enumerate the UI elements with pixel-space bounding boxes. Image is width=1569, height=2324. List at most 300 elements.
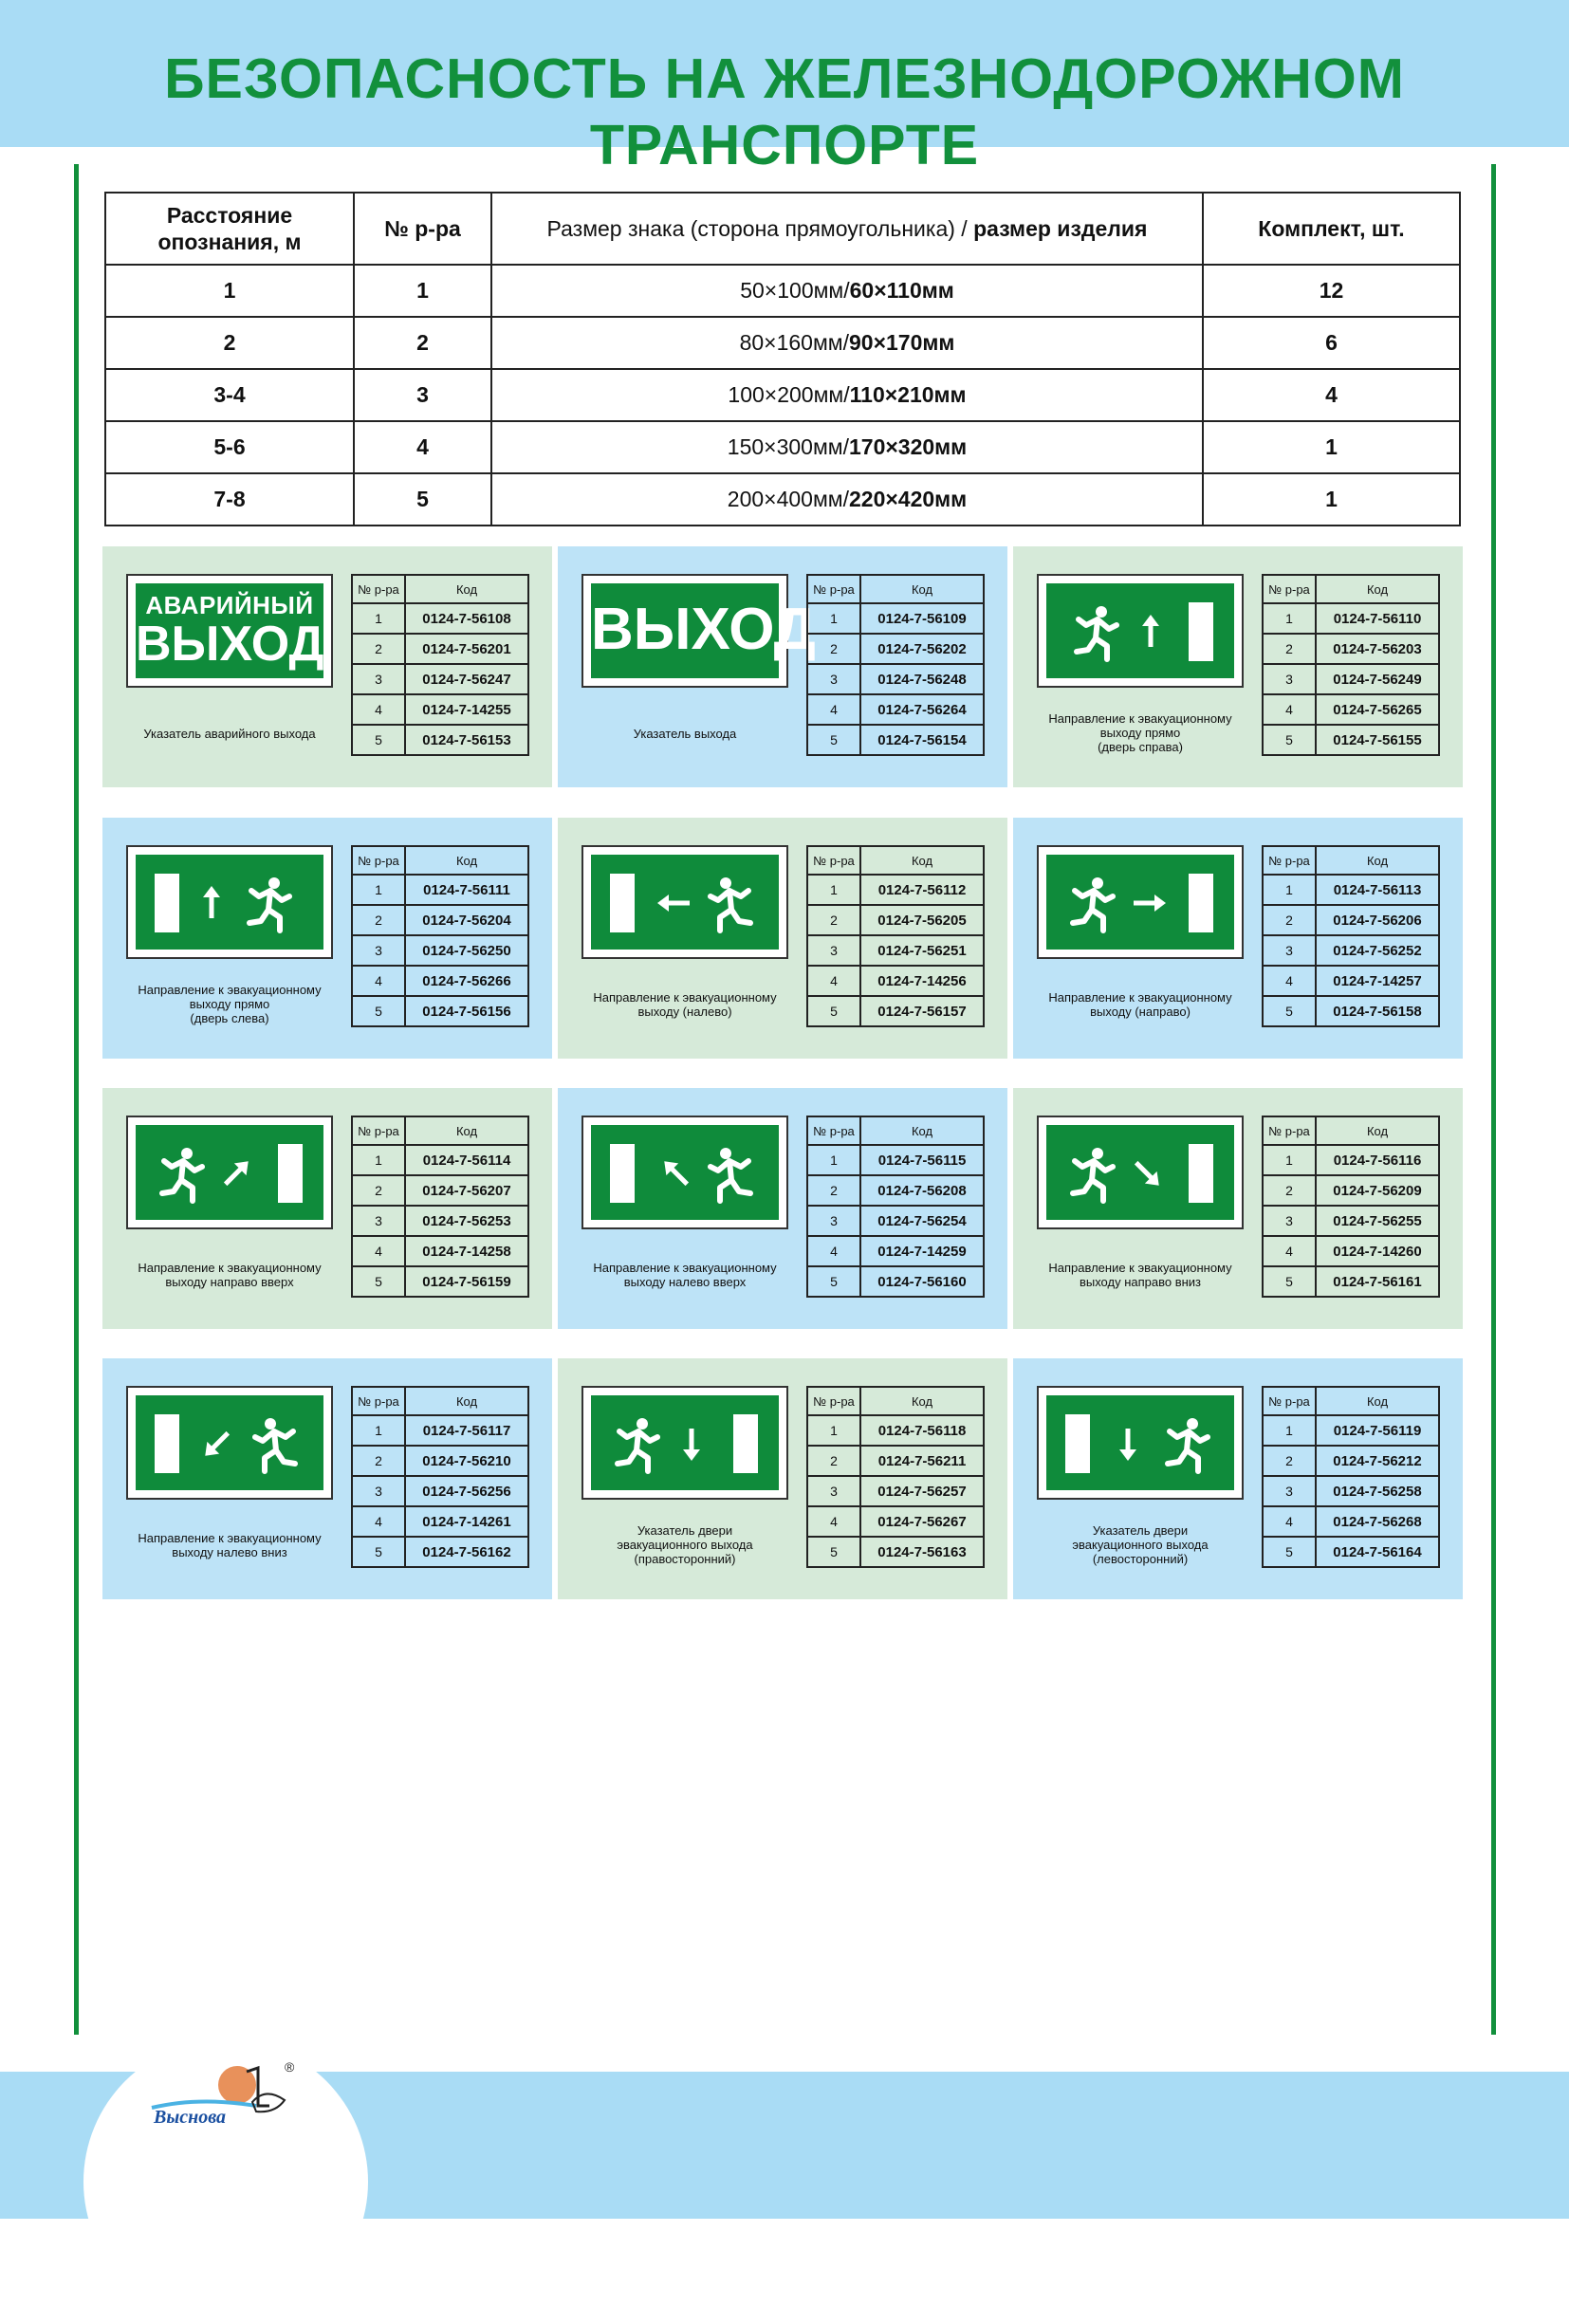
code-row — [1263, 966, 1439, 996]
set-cell: 4 — [1203, 369, 1460, 421]
sign-caption — [558, 1523, 812, 1566]
codes-header-num: № р-ра — [1263, 1116, 1316, 1145]
sizes-table-row — [105, 473, 1460, 526]
sizes-table-row — [105, 369, 1460, 421]
sign-text-line2: ВЫХОД — [136, 617, 324, 672]
code-size-no: 4 — [1263, 694, 1316, 725]
code-value: 0124-7-56265 — [1316, 694, 1439, 725]
code-size-no: 2 — [352, 1175, 405, 1206]
distance-cell: 1 — [105, 265, 354, 317]
sign-panel — [102, 546, 552, 787]
code-value: 0124-7-56117 — [405, 1415, 528, 1446]
evacuation-pictogram — [136, 1395, 323, 1490]
publisher-logo — [142, 2058, 304, 2134]
code-row — [352, 1236, 528, 1266]
code-row — [352, 664, 528, 694]
code-size-no: 3 — [1263, 1476, 1316, 1506]
code-value: 0124-7-56155 — [1316, 725, 1439, 755]
codes-header-code: Код — [1316, 1116, 1439, 1145]
codes-header-num: № р-ра — [807, 846, 860, 875]
sign-frame — [1037, 845, 1244, 959]
codes-header-num: № р-ра — [807, 1387, 860, 1415]
header-sign-size — [491, 193, 1203, 265]
code-row — [352, 1145, 528, 1175]
codes-table — [806, 845, 985, 1027]
sign-caption-line: (дверь слева) — [190, 1011, 269, 1025]
code-value: 0124-7-56255 — [1316, 1206, 1439, 1236]
code-row — [352, 1175, 528, 1206]
sizes-table-header — [105, 193, 1460, 265]
code-row — [1263, 1506, 1439, 1537]
exit-sign — [134, 1123, 325, 1222]
code-value: 0124-7-56252 — [1316, 935, 1439, 966]
exit-sign — [589, 1393, 781, 1492]
sizes-table-row — [105, 265, 1460, 317]
sign-text-line1: АВАРИЙНЫЙ — [145, 591, 314, 619]
sign-panel — [558, 1088, 1007, 1329]
code-row — [807, 966, 984, 996]
codes-header — [807, 575, 984, 603]
code-row — [807, 1236, 984, 1266]
sign-caption-line: Направление к эвакуационному — [138, 1531, 322, 1545]
code-row — [1263, 603, 1439, 634]
code-row — [352, 875, 528, 905]
code-value: 0124-7-56157 — [860, 996, 984, 1026]
sign-frame — [581, 574, 816, 688]
code-value: 0124-7-56204 — [405, 905, 528, 935]
codes-header — [352, 1387, 528, 1415]
evacuation-pictogram — [591, 1125, 779, 1220]
code-size-no: 2 — [352, 905, 405, 935]
sign-caption-line: выходу направо вниз — [1079, 1275, 1202, 1289]
code-value: 0124-7-56264 — [860, 694, 984, 725]
code-row — [352, 996, 528, 1026]
codes-header-code: Код — [405, 1387, 528, 1415]
code-value: 0124-7-56251 — [860, 935, 984, 966]
sign-panel — [1013, 546, 1463, 787]
codes-header-code: Код — [860, 1116, 984, 1145]
code-size-no: 1 — [807, 1415, 860, 1446]
sign-size-value: 80×160мм/ — [739, 330, 849, 355]
code-size-no: 5 — [807, 996, 860, 1026]
sizes-table-row — [105, 421, 1460, 473]
codes-header — [1263, 575, 1439, 603]
size-no-cell: 3 — [354, 369, 491, 421]
set-cell: 1 — [1203, 473, 1460, 526]
code-value: 0124-7-56201 — [405, 634, 528, 664]
code-size-no: 1 — [807, 875, 860, 905]
codes-table — [1262, 1386, 1440, 1568]
codes-table — [1262, 845, 1440, 1027]
code-size-no: 3 — [807, 1476, 860, 1506]
code-value: 0124-7-56268 — [1316, 1506, 1439, 1537]
distance-cell: 7-8 — [105, 473, 354, 526]
code-value: 0124-7-56113 — [1316, 875, 1439, 905]
code-row — [352, 1266, 528, 1297]
code-value: 0124-7-56253 — [405, 1206, 528, 1236]
code-row — [807, 1476, 984, 1506]
sign-panel — [558, 1358, 1007, 1599]
code-row — [807, 1415, 984, 1446]
code-value: 0124-7-56209 — [1316, 1175, 1439, 1206]
sign-caption — [1013, 711, 1267, 754]
codes-table — [806, 1116, 985, 1298]
code-row — [807, 725, 984, 755]
sign-caption-line: Направление к эвакуационному — [1048, 1261, 1232, 1275]
codes-header-num: № р-ра — [352, 1387, 405, 1415]
exit-sign — [1044, 853, 1236, 951]
code-value: 0124-7-56210 — [405, 1446, 528, 1476]
size-no-cell: 2 — [354, 317, 491, 369]
code-value: 0124-7-56154 — [860, 725, 984, 755]
evacuation-pictogram — [136, 1125, 323, 1220]
sign-caption — [102, 983, 357, 1025]
sign-caption-line: Направление к эвакуационному — [138, 1261, 322, 1275]
code-row — [352, 603, 528, 634]
sign-size-value: 50×100мм/ — [740, 278, 850, 303]
code-value: 0124-7-56256 — [405, 1476, 528, 1506]
code-row — [352, 1506, 528, 1537]
code-value: 0124-7-14259 — [860, 1236, 984, 1266]
code-size-no: 3 — [1263, 1206, 1316, 1236]
sign-caption — [1013, 1523, 1267, 1566]
code-size-no: 2 — [807, 1175, 860, 1206]
evacuation-pictogram — [591, 1395, 779, 1490]
codes-header-num: № р-ра — [807, 575, 860, 603]
code-row — [807, 1266, 984, 1297]
code-row — [1263, 1175, 1439, 1206]
sign-caption-line: Направление к эвакуационному — [138, 983, 322, 997]
code-size-no: 4 — [807, 966, 860, 996]
codes-table — [351, 845, 529, 1027]
code-value: 0124-7-56249 — [1316, 664, 1439, 694]
sign-caption-line: Направление к эвакуационному — [1048, 990, 1232, 1005]
sign-caption-line: Указатель аварийного выхода — [143, 727, 316, 741]
codes-table — [351, 1116, 529, 1298]
code-value: 0124-7-56153 — [405, 725, 528, 755]
code-value: 0124-7-56159 — [405, 1266, 528, 1297]
size-no-cell: 1 — [354, 265, 491, 317]
distance-cell: 3-4 — [105, 369, 354, 421]
code-size-no: 1 — [1263, 603, 1316, 634]
sizes-table — [104, 192, 1461, 526]
code-size-no: 5 — [352, 725, 405, 755]
sign-frame — [1037, 574, 1244, 688]
code-size-no: 2 — [1263, 1446, 1316, 1476]
code-size-no: 3 — [807, 664, 860, 694]
sizes-table-row — [105, 317, 1460, 369]
code-row — [1263, 1446, 1439, 1476]
sign-frame — [1037, 1386, 1244, 1500]
code-value: 0124-7-56111 — [405, 875, 528, 905]
sign-caption-line: Указатель двери — [1092, 1523, 1189, 1538]
code-value: 0124-7-56160 — [860, 1266, 984, 1297]
code-size-no: 2 — [1263, 634, 1316, 664]
code-size-no: 1 — [1263, 1415, 1316, 1446]
codes-header-code: Код — [1316, 846, 1439, 875]
code-row — [807, 935, 984, 966]
codes-table — [1262, 574, 1440, 756]
code-size-no: 2 — [1263, 1175, 1316, 1206]
sign-caption-line: Указатель выхода — [633, 727, 737, 741]
code-size-no: 3 — [807, 935, 860, 966]
code-size-no: 3 — [807, 1206, 860, 1236]
code-size-no: 1 — [352, 1145, 405, 1175]
code-value: 0124-7-56267 — [860, 1506, 984, 1537]
sign-caption-line: выходу налево вниз — [172, 1545, 287, 1559]
code-row — [807, 1537, 984, 1567]
code-value: 0124-7-56116 — [1316, 1145, 1439, 1175]
codes-header — [352, 575, 528, 603]
sign-panel — [102, 1088, 552, 1329]
code-size-no: 5 — [1263, 1537, 1316, 1567]
code-value: 0124-7-56118 — [860, 1415, 984, 1446]
sign-caption-line: выходу направо вверх — [165, 1275, 294, 1289]
sign-caption-line: выходу (налево) — [637, 1005, 732, 1019]
code-value: 0124-7-56115 — [860, 1145, 984, 1175]
codes-header — [1263, 1116, 1439, 1145]
sign-caption-line: (левосторонний) — [1092, 1552, 1189, 1566]
code-size-no: 2 — [352, 634, 405, 664]
code-row — [807, 664, 984, 694]
code-size-no: 4 — [352, 1506, 405, 1537]
sign-frame — [581, 1386, 788, 1500]
codes-header — [1263, 846, 1439, 875]
product-size-value: 60×110мм — [849, 278, 954, 303]
code-value: 0124-7-56212 — [1316, 1446, 1439, 1476]
code-size-no: 5 — [1263, 1266, 1316, 1297]
header-set: Комплект, шт. — [1203, 193, 1460, 265]
code-row — [1263, 634, 1439, 664]
exit-sign — [1044, 1393, 1236, 1492]
code-value: 0124-7-56156 — [405, 996, 528, 1026]
code-row — [352, 634, 528, 664]
codes-table — [806, 574, 985, 756]
code-row — [807, 634, 984, 664]
code-value: 0124-7-56211 — [860, 1446, 984, 1476]
code-size-no: 3 — [352, 1476, 405, 1506]
evacuation-pictogram — [1046, 1395, 1234, 1490]
code-size-no: 5 — [1263, 725, 1316, 755]
codes-table — [351, 574, 529, 756]
code-size-no: 5 — [1263, 996, 1316, 1026]
code-row — [352, 1446, 528, 1476]
code-size-no: 5 — [352, 996, 405, 1026]
sign-caption — [1013, 1261, 1267, 1289]
code-size-no: 5 — [807, 1537, 860, 1567]
product-size-value: 110×210мм — [849, 382, 967, 407]
code-value: 0124-7-14257 — [1316, 966, 1439, 996]
sign-caption — [558, 990, 812, 1019]
sign-caption-line: выходу прямо — [1099, 726, 1181, 740]
code-row — [352, 935, 528, 966]
code-size-no: 1 — [352, 875, 405, 905]
code-value: 0124-7-56203 — [1316, 634, 1439, 664]
code-value: 0124-7-14261 — [405, 1506, 528, 1537]
code-size-no: 2 — [807, 1446, 860, 1476]
sign-caption-line: Направление к эвакуационному — [1048, 711, 1232, 726]
code-value: 0124-7-56266 — [405, 966, 528, 996]
codes-header-code: Код — [860, 575, 984, 603]
code-size-no: 1 — [807, 603, 860, 634]
code-row — [352, 1206, 528, 1236]
sign-caption-line: выходу прямо — [189, 997, 270, 1011]
logo-text: Выснова — [154, 2107, 226, 2128]
sign-caption — [1013, 990, 1267, 1019]
sign-caption-line: выходу (направо) — [1090, 1005, 1191, 1019]
code-size-no: 4 — [352, 694, 405, 725]
left-border-line — [74, 164, 79, 2035]
exit-sign — [1044, 581, 1236, 680]
codes-header-code: Код — [405, 1116, 528, 1145]
code-row — [807, 875, 984, 905]
sign-caption-line: (дверь справа) — [1098, 740, 1183, 754]
sign-frame — [126, 845, 333, 959]
sign-frame — [126, 1116, 333, 1229]
header-sign-size-text: Размер знака (сторона прямоугольника) / — [546, 216, 968, 241]
code-row — [352, 905, 528, 935]
code-size-no: 4 — [1263, 1506, 1316, 1537]
codes-header-num: № р-ра — [807, 1116, 860, 1145]
sign-caption-line: Указатель двери — [637, 1523, 733, 1538]
sign-panel — [1013, 1088, 1463, 1329]
codes-header-num: № р-ра — [352, 1116, 405, 1145]
codes-header-code: Код — [1316, 1387, 1439, 1415]
right-border-line — [1491, 164, 1496, 2035]
code-value: 0124-7-56257 — [860, 1476, 984, 1506]
sign-caption — [558, 1261, 812, 1289]
registered-mark: ® — [285, 2059, 295, 2075]
code-row — [1263, 1206, 1439, 1236]
size-cell — [491, 421, 1203, 473]
code-row — [352, 1476, 528, 1506]
code-size-no: 3 — [352, 935, 405, 966]
header-size-no: № р-ра — [354, 193, 491, 265]
code-size-no: 4 — [1263, 966, 1316, 996]
codes-header-code: Код — [405, 846, 528, 875]
code-row — [807, 1175, 984, 1206]
code-row — [807, 1506, 984, 1537]
sign-size-value: 200×400мм/ — [727, 487, 849, 511]
code-value: 0124-7-56250 — [405, 935, 528, 966]
sign-frame — [1037, 1116, 1244, 1229]
codes-header-code: Код — [405, 575, 528, 603]
sign-frame — [126, 1386, 333, 1500]
code-size-no: 2 — [1263, 905, 1316, 935]
codes-header — [1263, 1387, 1439, 1415]
code-row — [352, 966, 528, 996]
code-size-no: 5 — [352, 1266, 405, 1297]
codes-header-num: № р-ра — [1263, 846, 1316, 875]
evacuation-pictogram — [1046, 1125, 1234, 1220]
code-row — [1263, 1537, 1439, 1567]
code-row — [1263, 875, 1439, 905]
evacuation-pictogram — [1046, 855, 1234, 950]
exit-sign — [589, 853, 781, 951]
sign-panel — [1013, 818, 1463, 1059]
code-row — [1263, 1476, 1439, 1506]
code-row — [1263, 1236, 1439, 1266]
sign-size-value: 100×200мм/ — [728, 382, 850, 407]
sign-size-value: 150×300мм/ — [727, 434, 849, 459]
code-size-no: 3 — [352, 1206, 405, 1236]
code-value: 0124-7-14256 — [860, 966, 984, 996]
code-size-no: 5 — [807, 725, 860, 755]
code-value: 0124-7-56112 — [860, 875, 984, 905]
code-value: 0124-7-56161 — [1316, 1266, 1439, 1297]
code-size-no: 3 — [1263, 935, 1316, 966]
codes-header — [352, 1116, 528, 1145]
code-size-no: 3 — [1263, 664, 1316, 694]
code-value: 0124-7-56162 — [405, 1537, 528, 1567]
codes-table — [1262, 1116, 1440, 1298]
code-size-no: 4 — [352, 966, 405, 996]
sign-frame — [581, 845, 788, 959]
code-size-no: 1 — [352, 1415, 405, 1446]
sign-text: ВЫХОД — [591, 597, 816, 662]
code-value: 0124-7-56119 — [1316, 1415, 1439, 1446]
distance-cell: 5-6 — [105, 421, 354, 473]
evacuation-pictogram — [591, 855, 779, 950]
sign-caption-line: эвакуационного выхода — [1072, 1538, 1209, 1552]
codes-header-num: № р-ра — [352, 846, 405, 875]
set-cell: 12 — [1203, 265, 1460, 317]
codes-header-code: Код — [860, 1387, 984, 1415]
code-value: 0124-7-56158 — [1316, 996, 1439, 1026]
code-value: 0124-7-56164 — [1316, 1537, 1439, 1567]
size-cell — [491, 369, 1203, 421]
code-size-no: 4 — [807, 1506, 860, 1537]
set-cell: 6 — [1203, 317, 1460, 369]
product-size-value: 90×170мм — [848, 330, 955, 355]
header-distance: Расстояние опознания, м — [105, 193, 354, 265]
code-row — [807, 1206, 984, 1236]
signs-grid — [102, 546, 1463, 1599]
code-row — [352, 1537, 528, 1567]
code-size-no: 4 — [352, 1236, 405, 1266]
code-value: 0124-7-14260 — [1316, 1236, 1439, 1266]
distance-cell: 2 — [105, 317, 354, 369]
sign-caption — [102, 1531, 357, 1559]
code-size-no: 1 — [1263, 1145, 1316, 1175]
codes-table — [351, 1386, 529, 1568]
code-size-no: 4 — [807, 694, 860, 725]
header-band — [0, 0, 1569, 176]
code-value: 0124-7-56202 — [860, 634, 984, 664]
code-value: 0124-7-56208 — [860, 1175, 984, 1206]
code-value: 0124-7-56254 — [860, 1206, 984, 1236]
size-cell — [491, 473, 1203, 526]
codes-header — [807, 1387, 984, 1415]
code-row — [352, 694, 528, 725]
code-size-no: 4 — [807, 1236, 860, 1266]
sign-caption-line: Направление к эвакуационному — [593, 1261, 777, 1275]
code-row — [1263, 664, 1439, 694]
codes-header-num: № р-ра — [1263, 575, 1316, 603]
header-product-size-text: размер изделия — [973, 216, 1148, 241]
sign-caption — [102, 727, 357, 741]
code-value: 0124-7-56248 — [860, 664, 984, 694]
size-cell — [491, 317, 1203, 369]
code-value: 0124-7-56114 — [405, 1145, 528, 1175]
sign-caption-line: выходу налево вверх — [623, 1275, 747, 1289]
code-row — [1263, 1145, 1439, 1175]
codes-header — [807, 1116, 984, 1145]
code-row — [1263, 725, 1439, 755]
codes-header-code: Код — [860, 846, 984, 875]
code-value: 0124-7-56205 — [860, 905, 984, 935]
code-row — [807, 694, 984, 725]
